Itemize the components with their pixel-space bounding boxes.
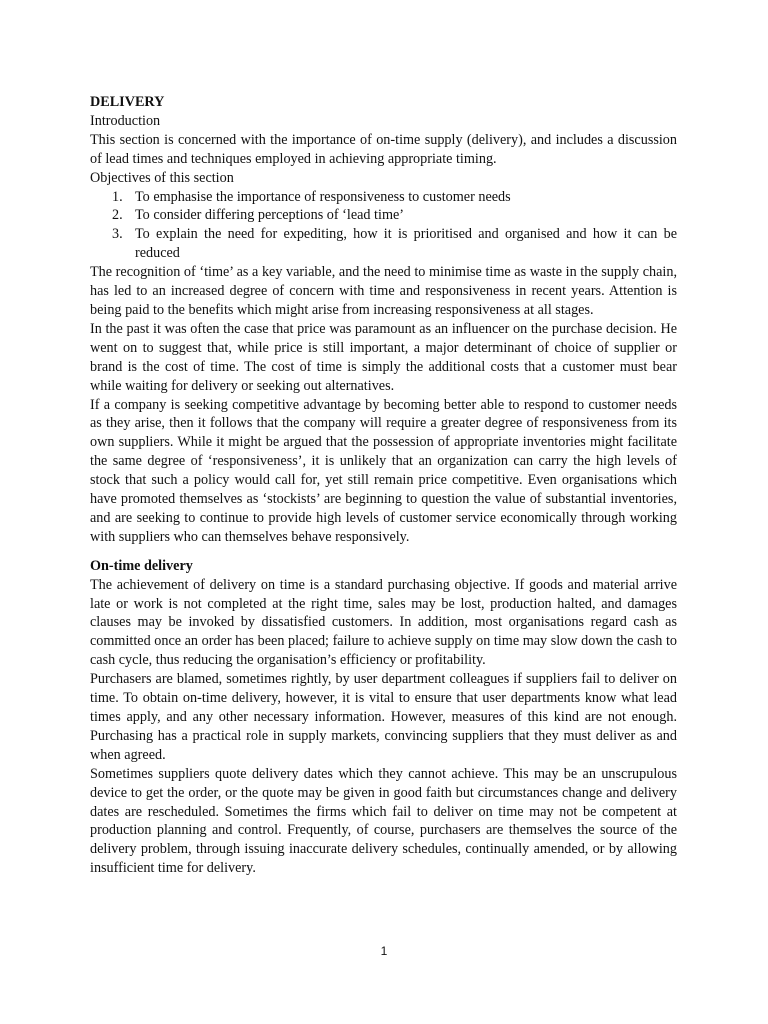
objective-item [112,225,677,263]
objectives-heading: Objectives of this section [90,169,234,186]
objective-number: 3. [112,226,123,243]
body-paragraph: The recognition of ‘time’ as a key variable, and the need to minimise time as waste in the supply chain, has led to an increased degree of concern with time and responsiveness in recent years. Attention is being paid to the benefits which might arise from increasing responsiveness at all stages. [90,264,677,318]
objective-item [112,206,677,225]
objective-text: To explain the need for expediting, how it is prioritised and organised and how it can be reduced [135,226,677,262]
section-heading: On-time delivery [90,557,193,574]
section-spacer [90,547,677,557]
body-paragraph: In the past it was often the case that price was paramount as an influencer on the purchase decision. He went on to suggest that, while price is still important, a major determinant of choice of supplier or brand is the cost of time. The cost of time is simply the additional costs that a customer must bear while waiting for delivery or seeking out alternatives. [90,320,677,394]
objective-item [112,188,677,207]
objective-number: 2. [112,207,123,224]
intro-paragraph: This section is concerned with the importance of on-time supply (delivery), and includes a discussion of lead times and techniques employed in achieving appropriate timing. [90,131,677,167]
document-page [90,93,677,878]
objective-text: To consider differing perceptions of ‘lead time’ [135,207,405,224]
page-number: 1 [380,944,388,958]
section-paragraph: The achievement of delivery on time is a standard purchasing objective. If goods and material arrive late or work is not completed at the right time, sales may be lost, production halted, and damages clauses may be invoked by dissatisfied customers. In addition, most organisations regard cash as committed once an order has been placed; failure to achieve supply on time may slow down the cash to cash cycle, thus reducing the organisation’s efficiency or profitability. [90,576,677,669]
document-title: DELIVERY [90,94,165,110]
intro-heading: Introduction [90,112,161,129]
section-paragraph: Purchasers are blamed, sometimes rightly, by user department colleagues if suppliers fail to deliver on time. To obtain on-time delivery, however, it is vital to ensure that user departments know what lead times apply, and any other necessary information. However, measures of this kind are not enough. Purchasing has a practical role in supply markets, convincing suppliers that they must deliver as and when agreed. [90,671,677,763]
objective-number: 1. [112,188,123,205]
objective-text: To emphasise the importance of responsiveness to customer needs [135,188,511,205]
objectives-list [90,188,677,264]
body-paragraph: If a company is seeking competitive advantage by becoming better able to respond to customer needs as they arise, then it follows that the company will require a greater degree of responsiveness from its own suppliers. While it might be argued that the possession of appropriate inventories might facilitate the same degree of ‘responsiveness’, it is unlikely that an organization can carry the high levels of stock that such a policy would call for, yet still remain price competitive. Even organisations which have promoted themselves as ‘stockists’ are beginning to question the value of substantial inventories, and are seeking to continue to provide high levels of customer service economically through working with suppliers who can themselves behave responsively. [90,396,677,545]
section-paragraph: Sometimes suppliers quote delivery dates which they cannot achieve. This may be an unscrupulous device to get the order, or the quote may be given in good faith but circumstances change and delivery dates are rescheduled. Sometimes the firms which fail to deliver on time may not be competent at production planning and control. Frequently, of course, purchasers are themselves the source of the delivery problem, through issuing inaccurate delivery schedules, continually amended, or by allowing insufficient time for delivery. [90,765,677,877]
